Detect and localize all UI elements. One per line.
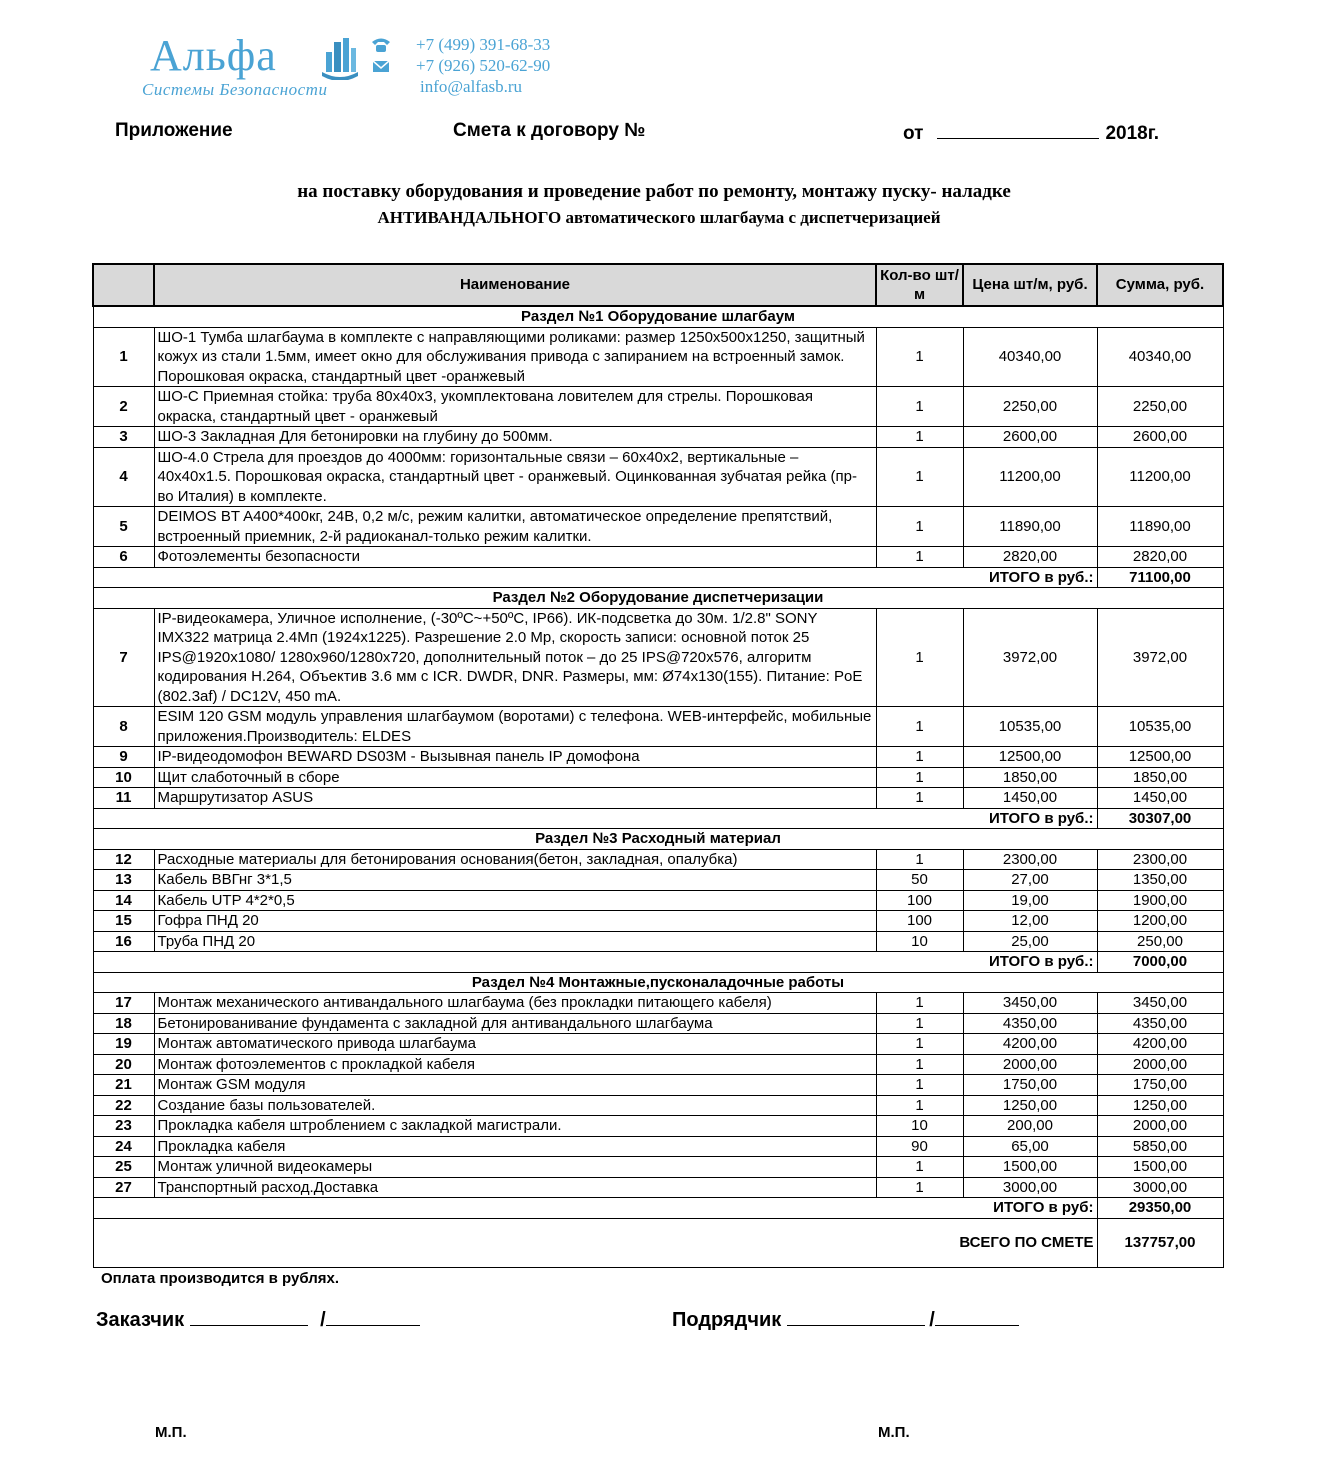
row-sum: 1200,00 xyxy=(1097,911,1223,932)
row-number: 10 xyxy=(93,767,154,788)
logo-contacts xyxy=(370,34,550,97)
customer-stamp-label: М.П. xyxy=(155,1424,187,1441)
contractor-label: Подрядчик xyxy=(672,1309,782,1331)
row-price: 2250,00 xyxy=(963,387,1097,427)
section-total-label: ИТОГО в руб.: xyxy=(93,567,1097,588)
row-price: 3450,00 xyxy=(963,993,1097,1014)
row-number: 11 xyxy=(93,788,154,809)
row-sum: 3450,00 xyxy=(1097,993,1223,1014)
row-sum: 1850,00 xyxy=(1097,767,1223,788)
contractor-stamp-label: М.П. xyxy=(878,1424,910,1441)
date-blank-line xyxy=(937,120,1099,139)
row-sum: 4350,00 xyxy=(1097,1013,1223,1034)
row-name: Гофра ПНД 20 xyxy=(154,911,876,932)
row-name: ШО-С Приемная стойка: труба 80х40х3, укомплектована ловителем для стрелы. Порошковая окраска, стандартный цвет - оранжевый xyxy=(154,387,876,427)
row-number: 25 xyxy=(93,1157,154,1178)
row-sum: 2300,00 xyxy=(1097,849,1223,870)
table-row xyxy=(93,849,1223,870)
customer-signature-blank xyxy=(190,1307,308,1326)
section-total-value: 71100,00 xyxy=(1097,567,1223,588)
row-qty: 10 xyxy=(876,1116,963,1137)
row-number: 6 xyxy=(93,547,154,568)
section-total-value: 30307,00 xyxy=(1097,808,1223,829)
section-total-row xyxy=(93,952,1223,973)
section-total-label: ИТОГО в руб.: xyxy=(93,808,1097,829)
table-row xyxy=(93,547,1223,568)
table-row xyxy=(93,890,1223,911)
row-sum: 4200,00 xyxy=(1097,1034,1223,1055)
row-sum: 5850,00 xyxy=(1097,1136,1223,1157)
section-total-row xyxy=(93,808,1223,829)
table-row xyxy=(93,1157,1223,1178)
row-number: 21 xyxy=(93,1075,154,1096)
row-price: 3972,00 xyxy=(963,608,1097,707)
row-number: 1 xyxy=(93,327,154,387)
row-price: 40340,00 xyxy=(963,327,1097,387)
section-title: Раздел №3 Расходный материал xyxy=(93,829,1223,850)
section-title-row xyxy=(93,306,1223,327)
row-sum: 2600,00 xyxy=(1097,427,1223,448)
row-number: 18 xyxy=(93,1013,154,1034)
table-row xyxy=(93,1116,1223,1137)
table-row xyxy=(93,1177,1223,1198)
table-row xyxy=(93,608,1223,707)
row-sum: 40340,00 xyxy=(1097,327,1223,387)
row-sum: 250,00 xyxy=(1097,931,1223,952)
phone-1: +7 (499) 391-68-33 xyxy=(416,34,551,54)
appendix-label: Приложение xyxy=(115,120,233,141)
row-price: 2000,00 xyxy=(963,1054,1097,1075)
section-total-value: 7000,00 xyxy=(1097,952,1223,973)
row-name: DEIMOS BT A400*400кг, 24В, 0,2 м/с, режим калитки, автоматическое определение препятствий, встроенный приемник, 2-й радиоканал-только режим калитки. xyxy=(154,507,876,547)
table-row xyxy=(93,327,1223,387)
row-number: 17 xyxy=(93,993,154,1014)
logo-name: Альфа xyxy=(150,31,277,80)
row-qty: 1 xyxy=(876,1013,963,1034)
row-sum: 1900,00 xyxy=(1097,890,1223,911)
table-row xyxy=(93,707,1223,747)
row-price: 12,00 xyxy=(963,911,1097,932)
row-qty: 1 xyxy=(876,547,963,568)
table-row xyxy=(93,1095,1223,1116)
contractor-signature-blank xyxy=(787,1307,925,1326)
table-row xyxy=(93,911,1223,932)
row-name: Транспортный расход.Доставка xyxy=(154,1177,876,1198)
row-name: Прокладка кабеля xyxy=(154,1136,876,1157)
section-total-label: ИТОГО в руб: xyxy=(93,1198,1097,1219)
row-name: ШО-3 Закладная Для бетонировки на глубину до 500мм. xyxy=(154,427,876,448)
row-qty: 100 xyxy=(876,890,963,911)
row-sum: 2000,00 xyxy=(1097,1116,1223,1137)
row-name: Прокладка кабеля штроблением с закладкой магистрали. xyxy=(154,1116,876,1137)
row-sum: 11890,00 xyxy=(1097,507,1223,547)
row-name: Щит слаботочный в сборе xyxy=(154,767,876,788)
date-year: 2018г. xyxy=(1105,123,1160,144)
row-sum: 2820,00 xyxy=(1097,547,1223,568)
contractor-slash: / xyxy=(929,1309,935,1331)
row-sum: 12500,00 xyxy=(1097,747,1223,768)
row-number: 12 xyxy=(93,849,154,870)
table-row xyxy=(93,870,1223,891)
row-sum: 3000,00 xyxy=(1097,1177,1223,1198)
row-qty: 1 xyxy=(876,747,963,768)
row-number: 27 xyxy=(93,1177,154,1198)
row-qty: 100 xyxy=(876,911,963,932)
date-from-label: от xyxy=(903,123,924,144)
table-row xyxy=(93,1034,1223,1055)
section-title-row xyxy=(93,829,1223,850)
row-price: 200,00 xyxy=(963,1116,1097,1137)
row-qty: 1 xyxy=(876,447,963,507)
row-qty: 1 xyxy=(876,1157,963,1178)
row-price: 1750,00 xyxy=(963,1075,1097,1096)
row-name: Монтаж уличной видеокамеры xyxy=(154,1157,876,1178)
row-price: 12500,00 xyxy=(963,747,1097,768)
table-row xyxy=(93,1054,1223,1075)
row-number: 2 xyxy=(93,387,154,427)
row-price: 1450,00 xyxy=(963,788,1097,809)
row-qty: 1 xyxy=(876,608,963,707)
row-name: Создание базы пользователей. xyxy=(154,1095,876,1116)
row-qty: 1 xyxy=(876,1095,963,1116)
row-number: 22 xyxy=(93,1095,154,1116)
contractor-signature-line xyxy=(672,1307,1019,1332)
row-number: 16 xyxy=(93,931,154,952)
row-price: 1850,00 xyxy=(963,767,1097,788)
email: info@alfasb.ru xyxy=(420,76,523,96)
date-line xyxy=(903,120,1159,145)
table-row xyxy=(93,788,1223,809)
row-qty: 1 xyxy=(876,327,963,387)
row-name: Монтаж автоматического привода шлагбаума xyxy=(154,1034,876,1055)
row-price: 4350,00 xyxy=(963,1013,1097,1034)
col-header-qty: Кол-во шт/м xyxy=(876,264,963,306)
row-price: 10535,00 xyxy=(963,707,1097,747)
row-number: 23 xyxy=(93,1116,154,1137)
row-sum: 1500,00 xyxy=(1097,1157,1223,1178)
row-name: Монтаж GSM модуля xyxy=(154,1075,876,1096)
row-number: 3 xyxy=(93,427,154,448)
row-sum: 10535,00 xyxy=(1097,707,1223,747)
table-row xyxy=(93,993,1223,1014)
table-row xyxy=(93,767,1223,788)
email-row xyxy=(370,76,550,97)
row-sum: 11200,00 xyxy=(1097,447,1223,507)
row-name: Труба ПНД 20 xyxy=(154,931,876,952)
row-name: ESIM 120 GSM модуль управления шлагбаумом (воротами) с телефона. WEB-интерфейс, мобильные приложения.Производитель: ELDES xyxy=(154,707,876,747)
row-sum: 1250,00 xyxy=(1097,1095,1223,1116)
row-price: 11890,00 xyxy=(963,507,1097,547)
row-name: Бетонированивание фундамента с закладной для антивандального шлагбаума xyxy=(154,1013,876,1034)
row-qty: 1 xyxy=(876,707,963,747)
customer-slash: / xyxy=(320,1309,326,1331)
row-number: 24 xyxy=(93,1136,154,1157)
row-qty: 1 xyxy=(876,993,963,1014)
row-name: IP-видеодомофон BEWARD DS03M - Вызывная панель IP домофона xyxy=(154,747,876,768)
col-header-number xyxy=(93,264,154,306)
section-title-row xyxy=(93,972,1223,993)
row-qty: 1 xyxy=(876,1177,963,1198)
row-price: 65,00 xyxy=(963,1136,1097,1157)
phone-row-2 xyxy=(370,55,550,76)
logo-buildings-icon xyxy=(320,36,360,80)
row-number: 15 xyxy=(93,911,154,932)
phone-row-1 xyxy=(370,34,550,55)
col-header-price: Цена шт/м, руб. xyxy=(963,264,1097,306)
estimate-table xyxy=(92,263,1224,1268)
section-total-row xyxy=(93,1198,1223,1219)
row-price: 19,00 xyxy=(963,890,1097,911)
row-name: Расходные материалы для бетонирования основания(бетон, закладная, опалубка) xyxy=(154,849,876,870)
row-qty: 1 xyxy=(876,507,963,547)
row-qty: 50 xyxy=(876,870,963,891)
company-logo xyxy=(140,31,580,100)
row-price: 1250,00 xyxy=(963,1095,1097,1116)
row-number: 7 xyxy=(93,608,154,707)
customer-label: Заказчик xyxy=(96,1309,185,1331)
customer-signature-line xyxy=(96,1307,420,1332)
table-row xyxy=(93,447,1223,507)
estimate-table-body xyxy=(93,306,1223,1267)
col-header-name: Наименование xyxy=(154,264,876,306)
row-sum: 1450,00 xyxy=(1097,788,1223,809)
section-title: Раздел №2 Оборудование диспетчеризации xyxy=(93,588,1223,609)
row-price: 2820,00 xyxy=(963,547,1097,568)
row-qty: 1 xyxy=(876,788,963,809)
section-total-label: ИТОГО в руб.: xyxy=(93,952,1097,973)
row-price: 2600,00 xyxy=(963,427,1097,448)
row-qty: 1 xyxy=(876,1054,963,1075)
row-price: 2300,00 xyxy=(963,849,1097,870)
row-name: IP-видеокамера, Уличное исполнение, (-30ºС~+50ºС, IP66). ИК-подсветка до 30м. 1/2.8" SONY IMX322 матрица 2.4Мп (1924x1225). Разрешение 2.0 Mp, скорость записи: основной поток 25 IPS@1920x1080/ 1280x960/1280x720, дополнительный поток – до 25 IPS@720x576, алгоритм кодирования H.264, Объектив 3.6 мм с ICR. DWDR, DNR. Размеры, мм: Ø74x130(155). Питание: PoE (802.3af) / DC12V, 450 mA. xyxy=(154,608,876,707)
row-name: Монтаж механического антивандального шлагбаума (без прокладки питающего кабеля) xyxy=(154,993,876,1014)
table-row xyxy=(93,1136,1223,1157)
mail-icon xyxy=(370,57,392,75)
row-number: 8 xyxy=(93,707,154,747)
row-number: 5 xyxy=(93,507,154,547)
subject-line-2: АНТИВАНДАЛЬНОГО автоматического шлагбаума с диспетчеризацией xyxy=(377,208,941,227)
table-row xyxy=(93,747,1223,768)
table-row xyxy=(93,1013,1223,1034)
row-price: 4200,00 xyxy=(963,1034,1097,1055)
table-row xyxy=(93,1075,1223,1096)
row-name: ШО-4.0 Стрела для проездов до 4000мм: горизонтальные связи – 60х40х2, вертикальные – 40х40х1.5. Порошковая окраска, стандартный цвет - оранжевый. Оцинкованная зубчатая рейка (пр-во Италия) в комплекте. xyxy=(154,447,876,507)
row-qty: 1 xyxy=(876,1075,963,1096)
section-total-value: 29350,00 xyxy=(1097,1198,1223,1219)
logo-subtitle: Системы Безопасности xyxy=(142,80,328,99)
row-name: Фотоэлементы безопасности xyxy=(154,547,876,568)
payment-note: Оплата производится в рублях. xyxy=(101,1270,340,1287)
estimate-title: Смета к договору № xyxy=(453,120,646,141)
section-title: Раздел №4 Монтажные,пусконаладочные работы xyxy=(93,972,1223,993)
customer-name-blank xyxy=(326,1307,420,1326)
row-sum: 1350,00 xyxy=(1097,870,1223,891)
subject-line-1: на поставку оборудования и проведение работ по ремонту, монтажу пуску- наладке xyxy=(297,181,1011,202)
row-qty: 1 xyxy=(876,387,963,427)
col-header-sum: Сумма, руб. xyxy=(1097,264,1223,306)
table-row xyxy=(93,931,1223,952)
row-name: ШО-1 Тумба шлагбаума в комплекте с направляющими роликами: размер 1250х500х1250, защитный кожух из стали 1.5мм, имеет окно для обслуживания привода с запиранием на встроенный замок. Порошковая окраска, стандартный цвет -оранжевый xyxy=(154,327,876,387)
section-title-row xyxy=(93,588,1223,609)
contractor-name-blank xyxy=(935,1307,1019,1326)
table-row xyxy=(93,507,1223,547)
row-sum: 2000,00 xyxy=(1097,1054,1223,1075)
row-sum: 1750,00 xyxy=(1097,1075,1223,1096)
phone-icon xyxy=(370,36,392,54)
row-sum: 3972,00 xyxy=(1097,608,1223,707)
row-number: 20 xyxy=(93,1054,154,1075)
row-qty: 1 xyxy=(876,849,963,870)
row-name: Маршрутизатор ASUS xyxy=(154,788,876,809)
row-number: 19 xyxy=(93,1034,154,1055)
row-qty: 90 xyxy=(876,1136,963,1157)
phone-2: +7 (926) 520-62-90 xyxy=(416,55,551,75)
table-row xyxy=(93,387,1223,427)
row-qty: 1 xyxy=(876,1034,963,1055)
row-sum: 2250,00 xyxy=(1097,387,1223,427)
row-number: 13 xyxy=(93,870,154,891)
row-price: 1500,00 xyxy=(963,1157,1097,1178)
grand-total-row xyxy=(93,1218,1223,1267)
table-header-row xyxy=(93,264,1223,306)
row-qty: 1 xyxy=(876,427,963,448)
table-row xyxy=(93,427,1223,448)
row-name: Кабель UTP 4*2*0,5 xyxy=(154,890,876,911)
row-price: 25,00 xyxy=(963,931,1097,952)
row-number: 9 xyxy=(93,747,154,768)
grand-total-value: 137757,00 xyxy=(1097,1218,1223,1267)
grand-total-label: ВСЕГО ПО СМЕТЕ xyxy=(93,1218,1097,1267)
row-price: 11200,00 xyxy=(963,447,1097,507)
row-number: 14 xyxy=(93,890,154,911)
row-name: Монтаж фотоэлементов с прокладкой кабеля xyxy=(154,1054,876,1075)
row-qty: 10 xyxy=(876,931,963,952)
section-total-row xyxy=(93,567,1223,588)
row-name: Кабель ВВГнг 3*1,5 xyxy=(154,870,876,891)
row-number: 4 xyxy=(93,447,154,507)
row-price: 3000,00 xyxy=(963,1177,1097,1198)
section-title: Раздел №1 Оборудование шлагбаум xyxy=(93,306,1223,327)
row-price: 27,00 xyxy=(963,870,1097,891)
row-qty: 1 xyxy=(876,767,963,788)
